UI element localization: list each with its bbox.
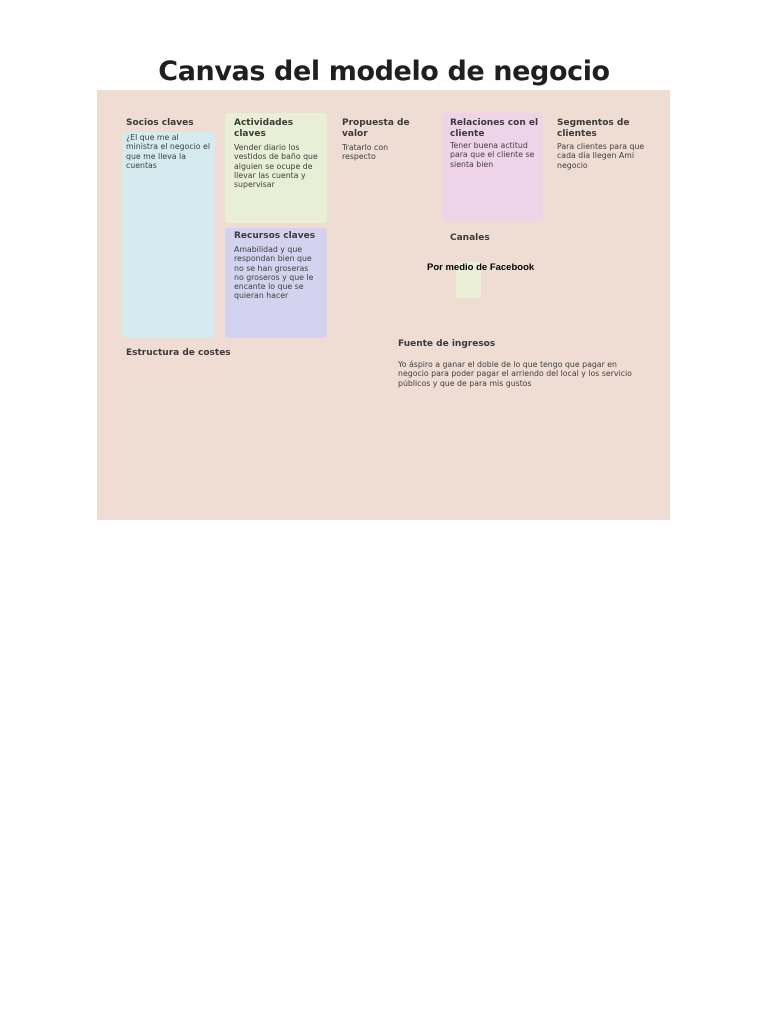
socios-claves-text: ¿El que me al ministra el negocio el que me lleva la cuentas [126,133,211,170]
relaciones-cliente-text: Tener buena actitud para que el cliente se sienta bien [450,141,535,169]
recursos-claves-text: Amabilidad y que respondan bien que no se han groseras no groseros y que le encante lo que se quieran hacer [234,245,314,301]
propuesta-valor-text: Tratarlo con respecto [342,143,389,162]
relaciones-cliente-label: Relaciones con el cliente [450,118,539,139]
socios-claves-label: Socios claves [126,118,194,128]
propuesta-valor-label: Propuesta de valor [342,118,410,139]
fuente-ingresos-label: Fuente de ingresos [398,339,496,349]
page-title: Canvas del modelo de negocio [158,56,610,87]
estructura-costes-label: Estructura de costes [126,348,231,358]
actividades-claves-label: Actividades claves [234,118,294,139]
segmentos-clientes-text: Para clientes para que cada día llegen Ami negocio [557,142,645,170]
canales-text: Por medio de Facebook [427,262,535,273]
segmentos-clientes-label: Segmentos de clientes [557,118,630,139]
business-model-canvas [97,90,670,520]
actividades-claves-text: Vender diario los vestidos de baño que alguien se ocupe de llevar las cuenta y supervisar [234,143,318,190]
canales-label: Canales [450,233,490,243]
recursos-claves-label: Recursos claves [234,231,316,241]
fuente-ingresos-text: Yo áspiro a ganar el doble de lo que tengo que pagar en negocio para poder pagar el arriendo del local y los servicio públicos y que de para mis gustos [398,360,632,388]
